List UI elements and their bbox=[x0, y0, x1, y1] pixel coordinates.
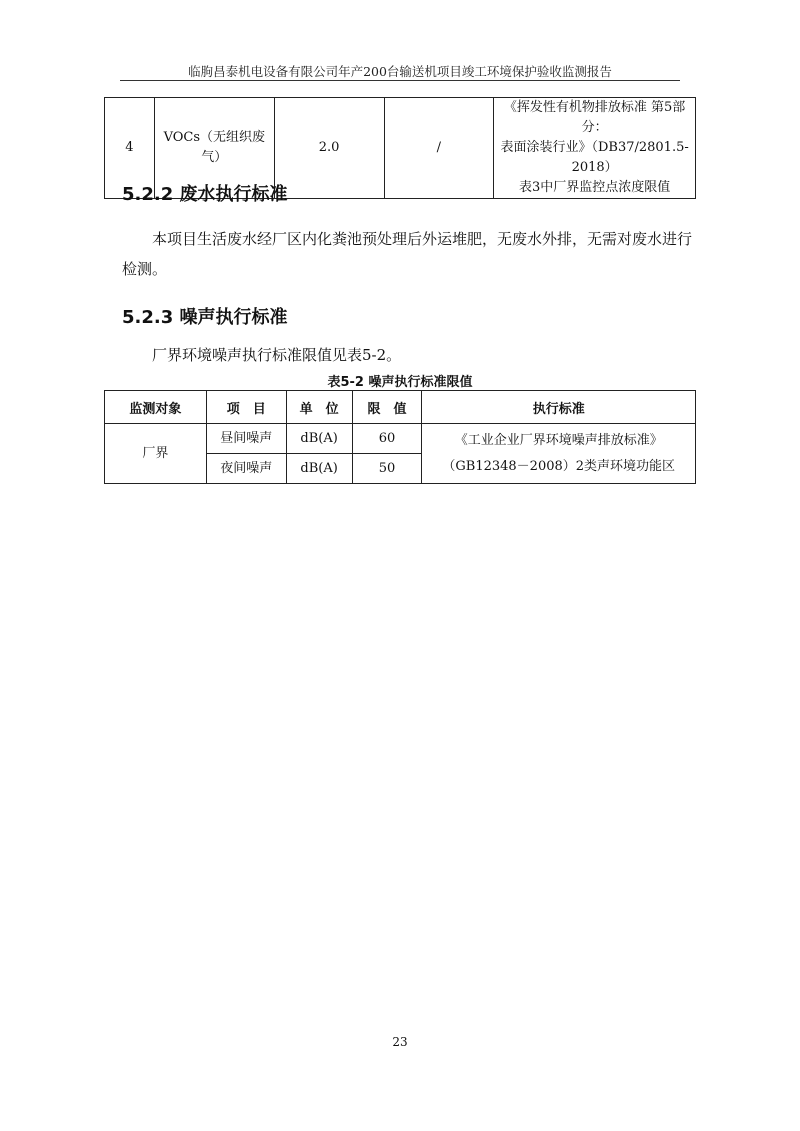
rate-limit: / bbox=[384, 98, 494, 199]
header-limit: 限 值 bbox=[352, 391, 422, 424]
monitoring-object: 厂界 bbox=[105, 424, 207, 484]
header-unit: 单 位 bbox=[286, 391, 352, 424]
table-row bbox=[105, 424, 696, 454]
header-rule bbox=[120, 80, 680, 81]
noise-limit: 60 bbox=[352, 424, 422, 454]
section-heading-wastewater: 5.2.2 废水执行标准 bbox=[122, 184, 288, 205]
header-monitoring-object: 监测对象 bbox=[105, 391, 207, 424]
noise-unit: dB(A) bbox=[286, 454, 352, 484]
header-standard: 执行标准 bbox=[422, 391, 696, 424]
noise-unit: dB(A) bbox=[286, 424, 352, 454]
running-header: 临朐昌泰机电设备有限公司年产200台输送机项目竣工环境保护验收监测报告 bbox=[188, 64, 612, 79]
noise-item: 夜间噪声 bbox=[206, 454, 286, 484]
standard-line-2: 表面涂装行业》（DB37/2801.5-2018） bbox=[500, 140, 689, 175]
header-item: 项 目 bbox=[206, 391, 286, 424]
standard-line-2: （GB12348－2008）2类声环境功能区 bbox=[442, 458, 676, 474]
table-header-row bbox=[105, 391, 696, 424]
noise-standard-table bbox=[104, 390, 696, 484]
wastewater-paragraph: 本项目生活废水经厂区内化粪池预处理后外运堆肥，无废水外排，无需对废水进行检测。 bbox=[122, 230, 693, 278]
standard-reference bbox=[494, 98, 696, 199]
noise-standard-reference bbox=[422, 424, 696, 484]
pollutant-name: VOCs（无组织废气） bbox=[154, 98, 274, 199]
section-heading-noise: 5.2.3 噪声执行标准 bbox=[122, 307, 288, 328]
standard-line-3: 表3中厂界监控点浓度限值 bbox=[518, 180, 671, 195]
standard-line-1: 《挥发性有机物排放标准 第5部分： bbox=[503, 100, 686, 135]
noise-item: 昼间噪声 bbox=[206, 424, 286, 454]
noise-limit: 50 bbox=[352, 454, 422, 484]
table-caption: 表5-2 噪声执行标准限值 bbox=[327, 375, 473, 390]
row-number: 4 bbox=[105, 98, 155, 199]
standard-line-1: 《工业企业厂界环境噪声排放标准》 bbox=[454, 432, 663, 448]
noise-paragraph: 厂界环境噪声执行标准限值见表5-2。 bbox=[152, 346, 402, 364]
page-number: 23 bbox=[392, 1035, 408, 1049]
concentration-limit: 2.0 bbox=[274, 98, 384, 199]
